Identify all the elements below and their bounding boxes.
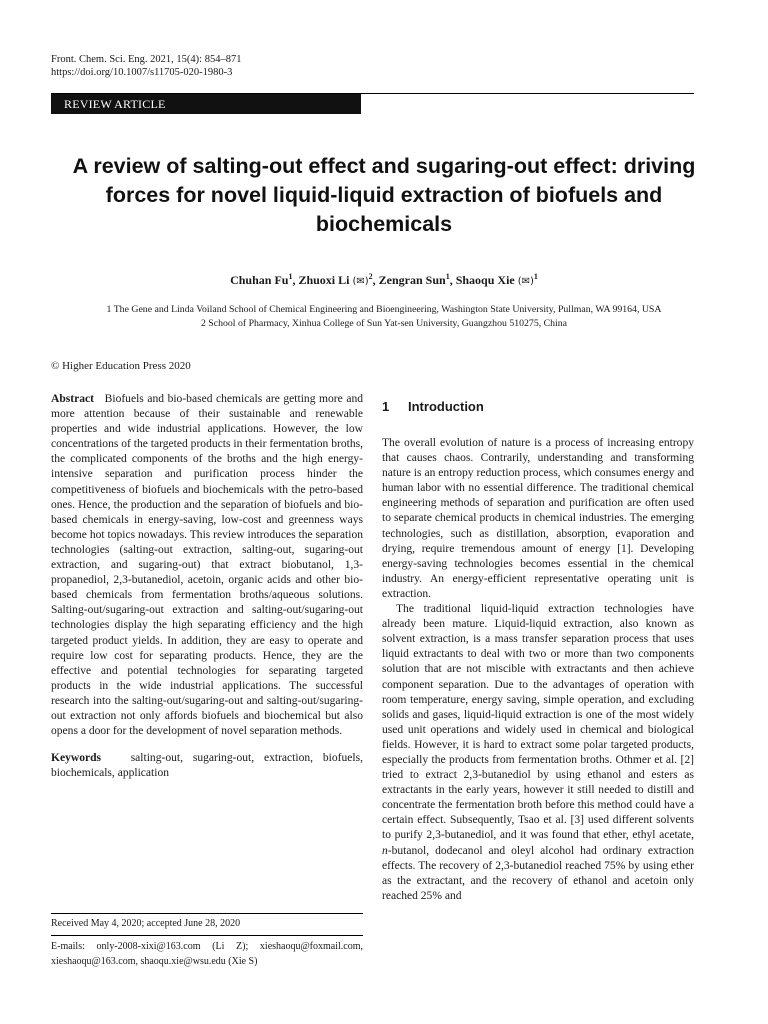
- copyright-notice: © Higher Education Press 2020: [51, 360, 191, 372]
- section-number: 1: [382, 399, 390, 414]
- section-title: Introduction: [408, 399, 484, 414]
- footnote-rule: [51, 913, 363, 914]
- author: [456, 273, 538, 287]
- author: [379, 273, 456, 287]
- right-column: [382, 398, 694, 904]
- corresponding-emails: E-mails: only-2008-xixi@163.com (Li Z); xieshaoqu@foxmail.com, xieshaoqu@163.com, shaoqu.xie@wsu.edu (Xie S): [51, 941, 363, 967]
- abstract-label: Abstract: [51, 393, 94, 405]
- affiliation-2: 2 School of Pharmacy, Xinhua College of Sun Yat-sen University, Guangzhou 510275, China: [200, 318, 568, 329]
- footnote-rule: [51, 935, 363, 936]
- affiliation-1: 1 The Gene and Linda Voiland School of Chemical Engineering and Bioengineering, Washington State University, Pullman, WA 99164, USA: [106, 304, 662, 315]
- article-type-badge: REVIEW ARTICLE: [51, 94, 361, 114]
- doi-line[interactable]: https://doi.org/10.1007/s11705-020-1980-3: [51, 67, 233, 78]
- intro-paragraph: [382, 602, 694, 904]
- author-name: Chuhan Fu: [230, 273, 289, 287]
- intro-paragraph: The overall evolution of nature is a process of increasing entropy that causes chaos. Contrarily, understanding and transforming nature is an entropy reduction process, which consumes energy and human labor with no essential difference. The traditional chemical engineering methods of separation and purification are often used to separate chemical products in chemical industries. The emerging technologies, such as distillation, absorption, evaporation and drying, require tremendous amount of energy [1]. Developing energy-saving technologies becomes essential in the chemical industry. An energy-efficient representative operating unit is extraction.: [382, 437, 694, 600]
- journal-citation: [51, 53, 241, 79]
- author-name: Shaoqu Xie: [455, 273, 515, 287]
- italic-n: n: [382, 844, 388, 857]
- author-affiliation-mark: 1: [533, 272, 538, 281]
- journal-line: Front. Chem. Sci. Eng. 2021, 15(4): 854–871: [51, 54, 242, 65]
- affiliations: [0, 303, 768, 331]
- abstract: [51, 392, 363, 739]
- author-affiliation-mark: 1: [445, 272, 450, 281]
- intro-paragraph-tail: -butanol, dodecanol and oleyl alcohol had ordinary extraction effects. The recovery of 2,3-butanediol reached 75% by using ether as the extractant, and the recovery of ethanol and acetoin only reached 25% and: [382, 844, 694, 902]
- author: [298, 273, 378, 287]
- keywords: [51, 751, 363, 781]
- author-affiliation-mark: 1: [288, 272, 293, 281]
- corresponding-mail-icon: (✉): [352, 276, 369, 287]
- paper-title: A review of salting-out effect and sugaring-out effect: driving forces for novel liquid-liquid extraction of biofuels and biochemicals: [72, 154, 696, 236]
- author-separator: ,: [372, 273, 379, 287]
- author-separator: ,: [292, 273, 299, 287]
- left-column: [51, 392, 363, 781]
- keywords-text: salting-out, sugaring-out, extraction, biofuels, biochemicals, application: [51, 752, 363, 780]
- author-separator: ,: [449, 273, 456, 287]
- author-affiliation-mark: 2: [368, 272, 373, 281]
- section-heading-introduction: [382, 398, 694, 415]
- received-dates: Received May 4, 2020; accepted June 28, 2020: [51, 918, 241, 929]
- author-name: Zhuoxi Li: [298, 273, 350, 287]
- author-list: [0, 272, 768, 288]
- corresponding-mail-icon: (✉): [517, 276, 534, 287]
- author-name: Zengran Sun: [378, 273, 446, 287]
- abstract-text: Biofuels and bio-based chemicals are getting more and more attention because of their sustainable and renewable properties and wide industrial applications. However, the low concentrations of the targeted products in their fermentation broths, the complicated components of the broths and the high energy-intensive separation and purification process hinder the competitiveness of biofuels and biochemicals with the petro-based ones. Hence, the production and the separation of biofuels and bio-based chemicals in energy-saving, low-cost and greenness ways become hot topics nowadays. This review introduces the separation technologies (salting-out extraction, salting-out, sugaring-out extraction, and sugaring-out) that extract biobutanol, 1,3-propanediol, 2,3-butanediol, acetoin, organic acids and other bio-based chemicals from fermentation broths/aqueous solutions. Salting-out/sugaring-out extraction and salting-out/sugaring-out technologies display the high separating efficiency and the high targeted product yields. In addition, they are easy to operate and require low cost for separating products. Hence, they are the effective and potential technologies for separating targeted products in the wide industrial applications. The successful research into the salting-out/sugaring-out and salting-out/sugaring-out extraction not only affords biofuels and biochemical but also opens a door for the development of novel separation methods.: [51, 393, 363, 738]
- author: [230, 273, 298, 287]
- intro-paragraph-text: The traditional liquid-liquid extraction technologies have already been mature. Liquid-liquid extraction, also known as solvent extraction, is a mass transfer separation process that uses liquid extractants to deal with two or more than two components solution that are not miscible with extractants and then achieve component separation. Due to the advantages of operation with room temperature, energy saving, simple operation, and excluding solids and gases, liquid-liquid extraction is one of the most widely used unit operations and widely used in chemical and biological fields. However, it is hard to extract some polar targeted products, especially the products from fermentation broths. Othmer et al. [2] tried to extract 2,3-butanediol by using ethanol and esters as extractants in the early years, however it still needed to distill and concentrate the fermentation broth before this method could have a certain effect. Subsequently, Tsao et al. [3] used different solvents to purify 2,3-butanediol, and it was found that ether, ethyl acetate,: [382, 603, 694, 842]
- keywords-label: Keywords: [51, 752, 102, 765]
